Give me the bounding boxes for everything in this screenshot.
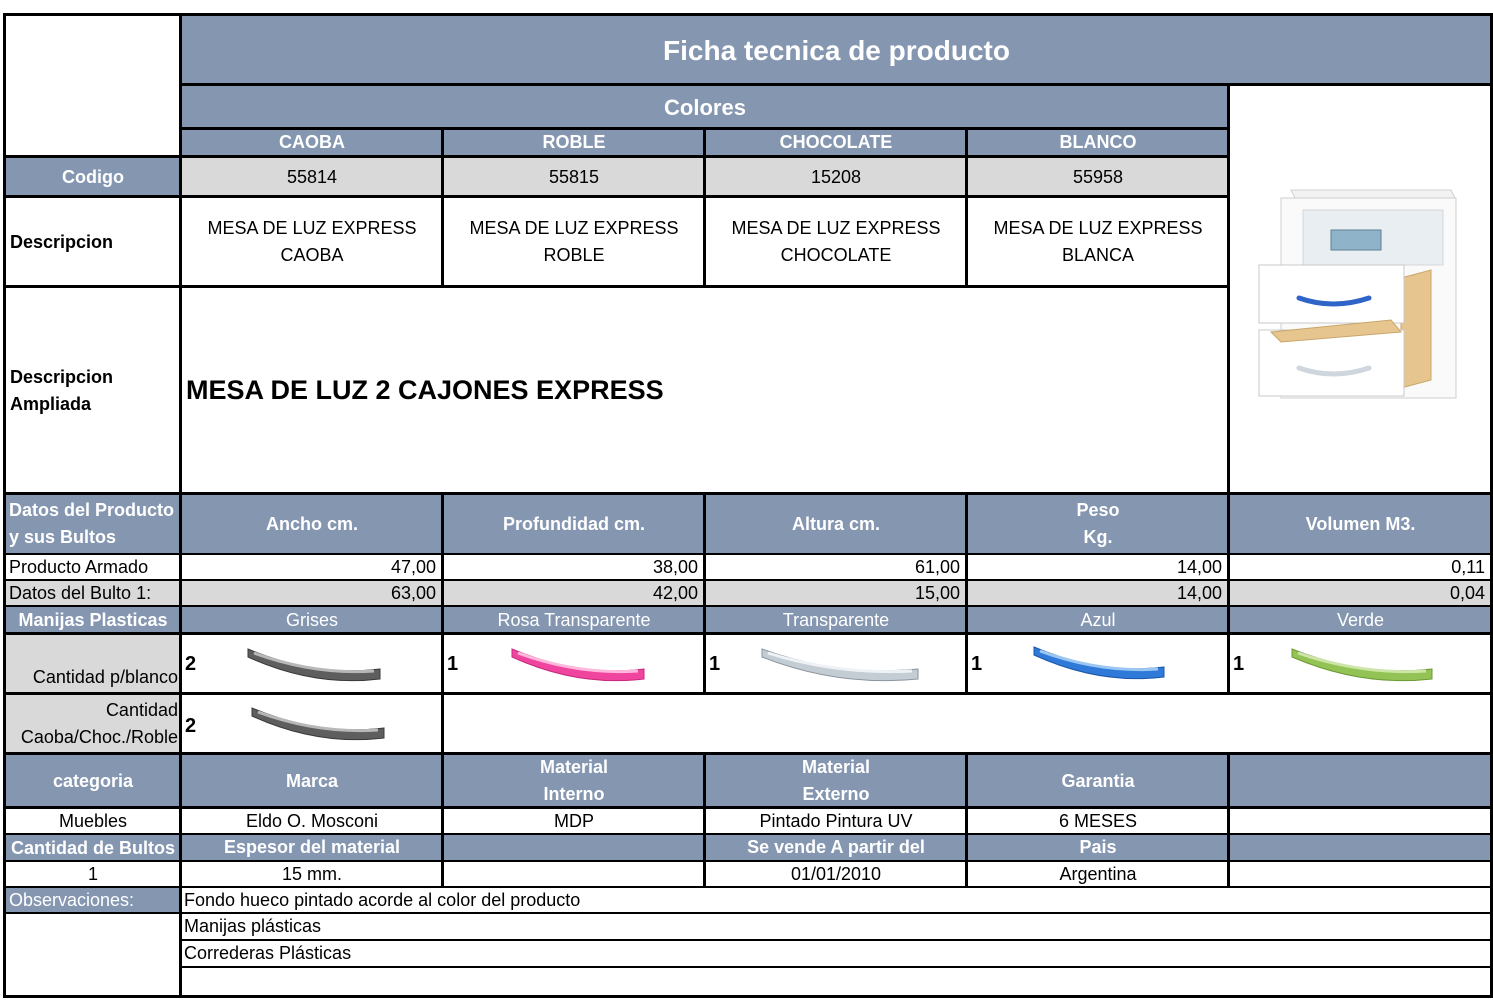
codigo-roble: 55815 xyxy=(444,158,704,196)
info-se-vende: 01/01/2010 xyxy=(706,862,966,886)
color-header-blanco: BLANCO xyxy=(968,130,1228,155)
grid-line xyxy=(703,753,706,888)
descripcion-ampliada-value: MESA DE LUZ 2 CAJONES EXPRESS xyxy=(182,288,1228,493)
dim-header-ancho: Ancho cm. xyxy=(182,495,442,553)
page-title: Ficha tecnica de producto xyxy=(182,16,1491,84)
dim-header-profundidad: Profundidad cm. xyxy=(444,495,704,553)
dim-bulto-peso: 14,00 xyxy=(968,581,1228,605)
grid-line xyxy=(3,13,6,998)
descripcion-chocolate: MESA DE LUZ EXPRESS CHOCOLATE xyxy=(706,198,966,286)
info-empty-2 xyxy=(444,862,704,886)
grid-line xyxy=(3,579,1493,581)
observacion-line-2: Manijas plásticas xyxy=(182,914,1491,939)
grid-line xyxy=(3,632,1493,635)
grid-line xyxy=(3,886,1493,888)
cantidad-blanco-label: Cantidad p/blanco xyxy=(6,635,180,693)
dim-row-armado-label: Producto Armado xyxy=(6,555,180,579)
product-image xyxy=(1230,86,1491,493)
info-header-se-vende: Se vende A partir del xyxy=(706,835,966,860)
info-header-empty-3 xyxy=(1230,835,1491,860)
dim-bulto-ancho: 63,00 xyxy=(182,581,442,605)
info-header-marca: Marca xyxy=(182,755,442,807)
grid-line xyxy=(441,128,444,288)
cantidad-otros-label: Cantidad Caoba/Choc./Roble xyxy=(6,695,180,753)
info-header-pais: Pais xyxy=(968,835,1228,860)
manijas-label: Manijas Plasticas xyxy=(6,607,180,633)
grid-line xyxy=(179,127,1230,130)
grid-line xyxy=(3,752,1493,755)
info-empty-1 xyxy=(1230,809,1491,833)
observacion-line-1: Fondo hueco pintado acorde al color del producto xyxy=(182,888,1491,912)
grid-line xyxy=(3,605,1493,607)
manija-header-rosa: Rosa Transparente xyxy=(444,607,704,633)
handle-azul-icon xyxy=(1030,641,1168,683)
grid-line xyxy=(3,553,1493,555)
dim-bulto-volumen: 0,04 xyxy=(1230,581,1491,605)
nightstand-image xyxy=(1251,170,1471,410)
manija-header-azul: Azul xyxy=(968,607,1228,633)
grid-line xyxy=(3,492,1493,495)
grid-line xyxy=(965,753,968,888)
observaciones-label: Observaciones: xyxy=(6,888,180,912)
dim-header-altura: Altura cm. xyxy=(706,495,966,553)
qty-blanco-azul: 1 xyxy=(971,653,983,675)
descripcion-caoba: MESA DE LUZ EXPRESS CAOBA xyxy=(182,198,442,286)
info-header-empty-2 xyxy=(444,835,704,860)
descripcion-ampliada-label: Descripcion Ampliada xyxy=(6,288,180,493)
grid-line xyxy=(179,966,1493,968)
info-header-categoria: categoria xyxy=(6,755,180,807)
handle-verde-icon xyxy=(1288,643,1436,685)
grid-line xyxy=(703,128,706,288)
color-header-chocolate: CHOCOLATE xyxy=(706,130,966,155)
grid-line xyxy=(3,195,1230,198)
grid-line xyxy=(1227,493,1230,695)
grid-line xyxy=(3,833,1493,835)
info-marca: Eldo O. Mosconi xyxy=(182,809,442,833)
logo-area xyxy=(6,16,180,156)
info-garantia: 6 MESES xyxy=(968,809,1228,833)
manija-header-verde: Verde xyxy=(1230,607,1491,633)
grid-line xyxy=(1227,84,1230,495)
info-material-interno: MDP xyxy=(444,809,704,833)
info-categoria: Muebles xyxy=(6,809,180,833)
grid-line xyxy=(3,806,1493,809)
grid-line xyxy=(3,13,1493,16)
grid-line xyxy=(3,912,1493,914)
grid-line xyxy=(965,493,968,695)
color-header-roble: ROBLE xyxy=(444,130,704,155)
colores-header: Colores xyxy=(182,86,1228,128)
manija-header-transparente: Transparente xyxy=(706,607,966,633)
handle-rosa-icon xyxy=(508,643,648,685)
qty-blanco-verde: 1 xyxy=(1233,653,1245,675)
descripcion-roble: MESA DE LUZ EXPRESS ROBLE xyxy=(444,198,704,286)
info-pais: Argentina xyxy=(968,862,1228,886)
observacion-line-3: Correderas Plásticas xyxy=(182,941,1491,966)
qty-blanco-transparente: 1 xyxy=(709,653,721,675)
info-header-material-externo: Material Externo xyxy=(706,755,966,807)
handle-grises-otros-icon xyxy=(248,702,388,744)
info-header-garantia: Garantia xyxy=(968,755,1228,807)
dim-armado-volumen: 0,11 xyxy=(1230,555,1491,579)
grid-line xyxy=(179,83,1493,86)
handle-transparente-icon xyxy=(758,643,922,685)
grid-line xyxy=(703,493,706,695)
manija-header-grises: Grises xyxy=(182,607,442,633)
grid-line xyxy=(3,155,1230,158)
manija-otros-empty xyxy=(444,695,1491,753)
codigo-label: Codigo xyxy=(6,158,180,196)
codigo-caoba: 55814 xyxy=(182,158,442,196)
info-empty-3 xyxy=(1230,862,1491,886)
dim-armado-peso: 14,00 xyxy=(968,555,1228,579)
grid-line xyxy=(3,692,1493,695)
info-header-empty-1 xyxy=(1230,755,1491,807)
dim-header-peso: Peso Kg. xyxy=(968,495,1228,553)
descripcion-blanco: MESA DE LUZ EXPRESS BLANCA xyxy=(968,198,1228,286)
info-material-externo: Pintado Pintura UV xyxy=(706,809,966,833)
grid-line xyxy=(3,995,1493,998)
grid-line xyxy=(3,285,1230,288)
codigo-chocolate: 15208 xyxy=(706,158,966,196)
observacion-line-4 xyxy=(182,968,1491,995)
codigo-blanco: 55958 xyxy=(968,158,1228,196)
color-header-caoba: CAOBA xyxy=(182,130,442,155)
dim-bulto-profundidad: 42,00 xyxy=(444,581,704,605)
info-header-cantidad-bultos: Cantidad de Bultos xyxy=(6,835,180,860)
info-espesor: 15 mm. xyxy=(182,862,442,886)
qty-otros-grises: 2 xyxy=(185,715,197,737)
dim-armado-ancho: 47,00 xyxy=(182,555,442,579)
handle-grises-icon xyxy=(244,643,384,685)
grid-line xyxy=(1227,753,1230,888)
dimensions-label: Datos del Producto y sus Bultos xyxy=(6,495,180,553)
observaciones-label-blank xyxy=(6,914,180,995)
grid-line xyxy=(179,13,182,998)
dim-row-bulto-label: Datos del Bulto 1: xyxy=(6,581,180,605)
grid-line xyxy=(965,128,968,288)
info-header-espesor: Espesor del material xyxy=(182,835,442,860)
info-cantidad-bultos: 1 xyxy=(6,862,180,886)
info-header-material-interno: Material Interno xyxy=(444,755,704,807)
grid-line xyxy=(179,939,1493,941)
dim-header-volumen: Volumen M3. xyxy=(1230,495,1491,553)
grid-line xyxy=(3,860,1493,862)
dim-bulto-altura: 15,00 xyxy=(706,581,966,605)
qty-blanco-rosa: 1 xyxy=(447,653,459,675)
qty-blanco-grises: 2 xyxy=(185,653,197,675)
dim-armado-altura: 61,00 xyxy=(706,555,966,579)
dim-armado-profundidad: 38,00 xyxy=(444,555,704,579)
descripcion-label: Descripcion xyxy=(6,198,180,286)
